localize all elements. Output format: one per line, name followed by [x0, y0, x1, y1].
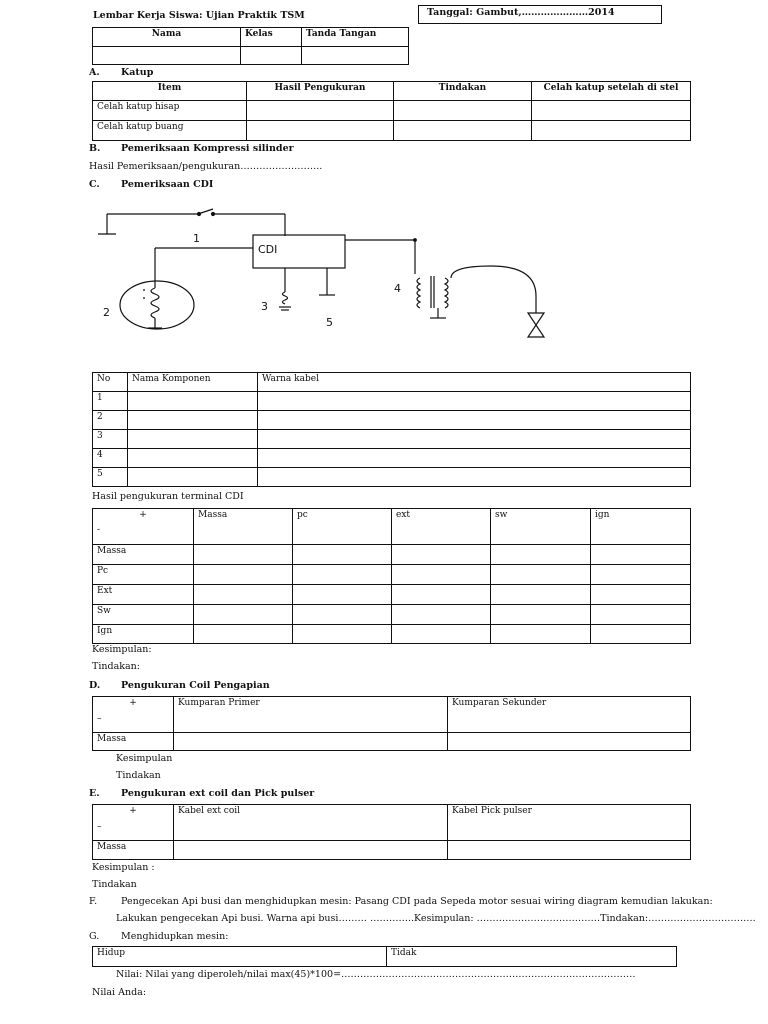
terminal-header: pc: [293, 509, 392, 545]
terminal-row-label: Pc: [93, 565, 194, 585]
katup-header-hasil: Hasil Pengukuran: [247, 82, 394, 101]
pick-pulser: [120, 248, 253, 329]
label-1: 1: [193, 232, 200, 245]
ignition-coil: [345, 239, 536, 318]
katup-cell[interactable]: [247, 121, 394, 141]
coil-cell[interactable]: [448, 733, 691, 751]
section-g-title: Menghidupkan mesin:: [121, 931, 229, 942]
coil-corner: [93, 697, 174, 733]
label-2: 2: [103, 306, 110, 319]
terminal-cell[interactable]: [194, 545, 293, 565]
coil-table: [92, 696, 691, 751]
plus-sign: +: [139, 510, 147, 520]
e-kesimpulan: Kesimpulan :: [92, 862, 155, 873]
katup-table: [92, 81, 691, 141]
component-header-warna: Warna kabel: [258, 373, 691, 392]
nama-cell[interactable]: [93, 47, 241, 65]
terminal-cell[interactable]: [491, 585, 591, 605]
katup-row-label: Celah katup buang: [93, 121, 247, 141]
katup-cell[interactable]: [247, 101, 394, 121]
worksheet-title: Lembar Kerja Siswa: Ujian Praktik TSM: [93, 10, 305, 21]
terminal-cell[interactable]: [491, 625, 591, 644]
section-f-text: Pengecekan Api busi dan menghidupkan mesin: Pasang CDI pada Sepeda motor sesuai wiring diagram kemudian lakukan:: [121, 896, 713, 907]
option-tidak[interactable]: Tidak: [387, 947, 677, 967]
terminal-cell[interactable]: [293, 625, 392, 644]
terminal-title: Hasil pengukuran terminal CDI: [92, 491, 244, 502]
katup-header-celah: Celah katup setelah di stel: [532, 82, 691, 101]
terminal-cell[interactable]: [591, 585, 691, 605]
coil-row-label: Massa: [93, 733, 174, 751]
component-cell[interactable]: [128, 411, 258, 430]
component-row-no: 1: [93, 392, 128, 411]
exciter-coil: [279, 268, 291, 310]
component-cell[interactable]: [128, 392, 258, 411]
option-hidup[interactable]: Hidup: [93, 947, 387, 967]
terminal-cell[interactable]: [293, 585, 392, 605]
katup-cell[interactable]: [394, 101, 532, 121]
tanda-tangan-cell[interactable]: [302, 47, 409, 65]
label-4: 4: [394, 282, 401, 295]
section-e-title: Pengukuran ext coil dan Pick pulser: [121, 788, 315, 799]
component-table: [92, 372, 691, 487]
pulser-cell[interactable]: [448, 841, 691, 860]
plus-sign: +: [129, 806, 137, 816]
coil-header-primer: Kumparan Primer: [174, 697, 448, 733]
terminal-row-label: Ign: [93, 625, 194, 644]
terminal-cell[interactable]: [591, 605, 691, 625]
section-b-heading: [89, 143, 294, 154]
component-cell[interactable]: [128, 468, 258, 487]
component-row-no: 2: [93, 411, 128, 430]
c-kesimpulan: Kesimpulan:: [92, 644, 152, 655]
section-b-line: Hasil Pemeriksaan/pengukuran……………………..: [89, 161, 323, 172]
terminal-header: ext: [392, 509, 491, 545]
component-row-no: 3: [93, 430, 128, 449]
section-f-line: Lakukan pengecekan Api busi. Warna api busi……… …………..Kesimpulan: …………………………………Tindakan:…………………………….: [116, 913, 756, 924]
section-g-letter: G.: [89, 931, 100, 942]
katup-header-item: Item: [93, 82, 247, 101]
section-e-heading: [89, 788, 314, 799]
section-c-heading: [89, 179, 213, 190]
terminal-table: [92, 508, 691, 644]
component-header-nama: Nama Komponen: [128, 373, 258, 392]
coil-cell[interactable]: [174, 733, 448, 751]
katup-cell[interactable]: [532, 121, 691, 141]
c-tindakan: Tindakan:: [92, 661, 140, 672]
section-b-title: Pemeriksaan Kompressi silinder: [121, 143, 294, 154]
terminal-cell[interactable]: [491, 605, 591, 625]
component-row-no: 4: [93, 449, 128, 468]
label-3: 3: [261, 300, 268, 313]
terminal-cell[interactable]: [194, 565, 293, 585]
katup-row-label: Celah katup hisap: [93, 101, 247, 121]
section-e-letter: E.: [89, 788, 100, 799]
component-cell[interactable]: [258, 430, 691, 449]
section-d-title: Pengukuran Coil Pengapian: [121, 680, 270, 691]
section-f-letter: F.: [89, 896, 98, 907]
terminal-corner: [93, 509, 194, 545]
section-f-heading: [89, 896, 713, 907]
terminal-cell[interactable]: [392, 605, 491, 625]
katup-cell[interactable]: [394, 121, 532, 141]
label-5: 5: [326, 316, 333, 329]
identity-table: [92, 27, 409, 65]
e-tindakan: Tindakan: [92, 879, 137, 890]
terminal-cell[interactable]: [194, 605, 293, 625]
ground-terminal: [319, 268, 335, 295]
section-c-title: Pemeriksaan CDI: [121, 179, 214, 190]
spark-plug-icon: [528, 308, 544, 337]
pulser-cell[interactable]: [174, 841, 448, 860]
ignition-switch: [98, 209, 285, 236]
katup-cell[interactable]: [532, 101, 691, 121]
date-label: Tanggal: Gambut,…………………2014: [427, 7, 615, 18]
pulser-row-label: Massa: [93, 841, 174, 860]
terminal-cell[interactable]: [591, 625, 691, 644]
section-a-heading: [89, 67, 153, 78]
coil-header-sekunder: Kumparan Sekunder: [448, 697, 691, 733]
component-cell[interactable]: [258, 449, 691, 468]
terminal-cell[interactable]: [591, 545, 691, 565]
terminal-cell[interactable]: [392, 565, 491, 585]
component-cell[interactable]: [258, 411, 691, 430]
pulser-table: [92, 804, 691, 860]
kelas-cell[interactable]: [241, 47, 302, 65]
section-d-letter: D.: [89, 680, 101, 691]
plus-sign: +: [129, 698, 137, 708]
header-nama: Nama: [93, 28, 241, 47]
terminal-cell[interactable]: [293, 565, 392, 585]
component-cell[interactable]: [128, 430, 258, 449]
nilai-anda: Nilai Anda:: [92, 987, 147, 998]
component-cell[interactable]: [128, 449, 258, 468]
terminal-row-label: Massa: [93, 545, 194, 565]
d-tindakan: Tindakan: [116, 770, 161, 781]
terminal-row-label: Sw: [93, 605, 194, 625]
pulser-corner: [93, 805, 174, 841]
section-b-letter: B.: [89, 143, 101, 154]
terminal-header: Massa: [194, 509, 293, 545]
pulser-header-pick-pulser: Kabel Pick pulser: [448, 805, 691, 841]
terminal-header: ign: [591, 509, 691, 545]
section-c-letter: C.: [89, 179, 100, 190]
terminal-cell[interactable]: [591, 565, 691, 585]
d-kesimpulan: Kesimpulan: [116, 753, 173, 764]
terminal-cell[interactable]: [392, 625, 491, 644]
pulser-header-ext-coil: Kabel ext coil: [174, 805, 448, 841]
component-cell[interactable]: [258, 468, 691, 487]
terminal-row-label: Ext: [93, 585, 194, 605]
header-tanda-tangan: Tanda Tangan: [302, 28, 409, 47]
terminal-header: sw: [491, 509, 591, 545]
section-a-letter: A.: [89, 67, 100, 78]
terminal-cell[interactable]: [194, 585, 293, 605]
date-box[interactable]: [418, 5, 662, 24]
minus-sign: -: [97, 525, 101, 535]
terminal-cell[interactable]: [392, 545, 491, 565]
katup-header-tindakan: Tindakan: [394, 82, 532, 101]
section-d-heading: [89, 680, 270, 691]
minus-sign: –: [97, 822, 102, 832]
section-a-title: Katup: [121, 67, 154, 78]
terminal-cell[interactable]: [194, 625, 293, 644]
terminal-cell[interactable]: [491, 565, 591, 585]
terminal-cell[interactable]: [293, 605, 392, 625]
nilai-line: Nilai: Nilai yang diperoleh/nilai max(45)*100=…………………………………………………………………………………: [116, 969, 636, 980]
minus-sign: –: [97, 714, 102, 724]
component-header-no: No: [93, 373, 128, 392]
section-g-heading: [89, 931, 228, 942]
header-kelas: Kelas: [241, 28, 302, 47]
component-cell[interactable]: [258, 392, 691, 411]
cdi-label: CDI: [258, 243, 278, 256]
component-row-no: 5: [93, 468, 128, 487]
terminal-cell[interactable]: [491, 545, 591, 565]
hidup-table: [92, 946, 677, 967]
terminal-cell[interactable]: [293, 545, 392, 565]
cdi-wiring-diagram: [95, 200, 565, 350]
terminal-cell[interactable]: [392, 585, 491, 605]
